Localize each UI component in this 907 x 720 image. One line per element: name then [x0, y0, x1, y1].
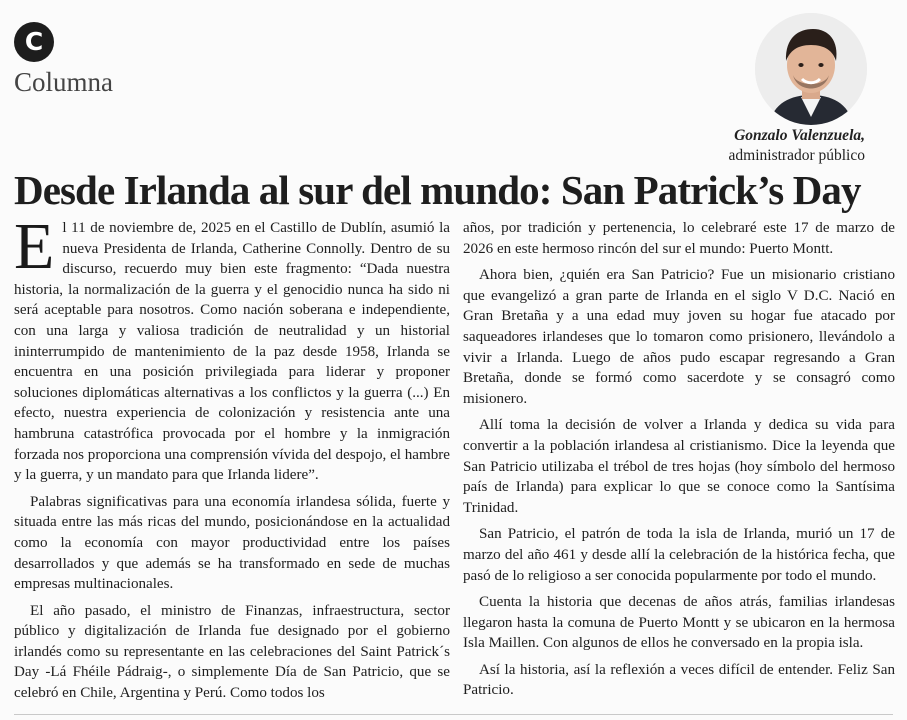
section-label: Columna: [14, 67, 113, 97]
article-column-left: [14, 210, 450, 710]
article-paragraph: años, por tradición y pertenencia, lo celebraré este 17 de marzo de 2026 en este hermoso rincón del sur el mundo: Puerto Montt.: [463, 220, 895, 257]
article-paragraph: Allí toma la decisión de volver a Irlanda y dedica su vida para convertir a la población irlandesa al cristianismo. Dice la leyenda que San Patricio utilizaba el trébol de tres hojas (hoy símbolo del hermoso país de Irlanda) para explicar lo que se conoce como la Santísima Trinidad.: [463, 417, 895, 516]
bottom-divider: [14, 714, 893, 715]
article-paragraph: [14, 210, 450, 486]
author-role: administrador público: [728, 147, 865, 164]
article-paragraph: Ahora bien, ¿quién era San Patricio? Fue un misionario cristiano que evangelizó a gran parte de Irlanda en el siglo V D.C. Nació en Gran Bretaña y a una edad muy joven su hogar fue atacado por saqueadores irlandeses que lo tomaron como prisionero, llevándolo a vivir a Irlanda. Luego de años pudo escapar regresando a Gran Bretaña, donde se formó como sacerdote y se consagró como misionero.: [463, 267, 895, 407]
drop-cap: E: [14, 210, 55, 283]
author-name: Gonzalo Valenzuela,: [734, 127, 865, 144]
author-byline: [729, 126, 865, 166]
article-paragraph: Cuenta la historia que decenas de años atrás, familias irlandesas llegaron hasta la comuna de Puerto Montt y se ubicaron en la hermosa Isla Maillen. Con algunos de ellos he conversado en la propia isla.: [463, 594, 895, 652]
paragraph-text: l 11 de noviembre de, 2025 en el Castillo de Dublín, asumió la nueva Presidenta de Irlanda, Catherine Connolly. Dentro de su discurso, recuerdo muy bien este fragmento: “Dada nuestra historia, la normalización de la guerra y el genocidio nunca ha sido ni será aceptable para nosotros. Como nación soberana e independiente, con una larga y valiosa tradición de neutralidad y un historial ininterrumpido de mantenimiento de la paz desde 1958, Irlanda se encuentra en una posición privilegiada para liderar y proponer soluciones diplomáticas alternativas a los conflictos y la guerra (...) En efecto, nuestra experiencia de colonización y resistencia ante una hambruna catastrófica provocada por el hombre y la inmigración forzada nos proporciona una comprensión vívida del despojo, el hambre y la guerra, y un mandato para que Irlanda lidere”.: [14, 220, 450, 484]
article-column-right: [463, 218, 895, 707]
article-paragraph: San Patricio, el patrón de toda la isla de Irlanda, murió un 17 de marzo del año 461 y desde allí la celebración de la histórica fecha, que pasó de lo religioso a ser conocida popularmente por todo el mundo.: [463, 526, 895, 584]
section-badge: C: [14, 22, 54, 62]
article-paragraph: Palabras significativas para una economía irlandesa sólida, fuerte y situada entre las más ricas del mundo, posicionándose en la actualidad como la economía con mayor productividad entre los países desarrollados y que además se ha transformado en sede de muchas empresas multinacionales.: [14, 493, 450, 593]
article-headline: Desde Irlanda al sur del mundo: San Patrick’s Day: [14, 167, 861, 213]
article-paragraph: Así la historia, así la reflexión a veces difícil de entender. Feliz San Patricio.: [463, 661, 895, 699]
article-paragraph: El año pasado, el ministro de Finanzas, infraestructura, sector público y digitalización de Irlanda fue designado por el gobierno irlandés como su representante en las celebraciones del Saint Patrick´s Day -Lá Fhéile Pádraig-, o simplemente Día de San Patricio, que se celebró en Chile, Argentina y Perú. Como todos los: [14, 602, 450, 702]
author-photo: [755, 13, 867, 125]
author-portrait-icon: [755, 13, 867, 125]
